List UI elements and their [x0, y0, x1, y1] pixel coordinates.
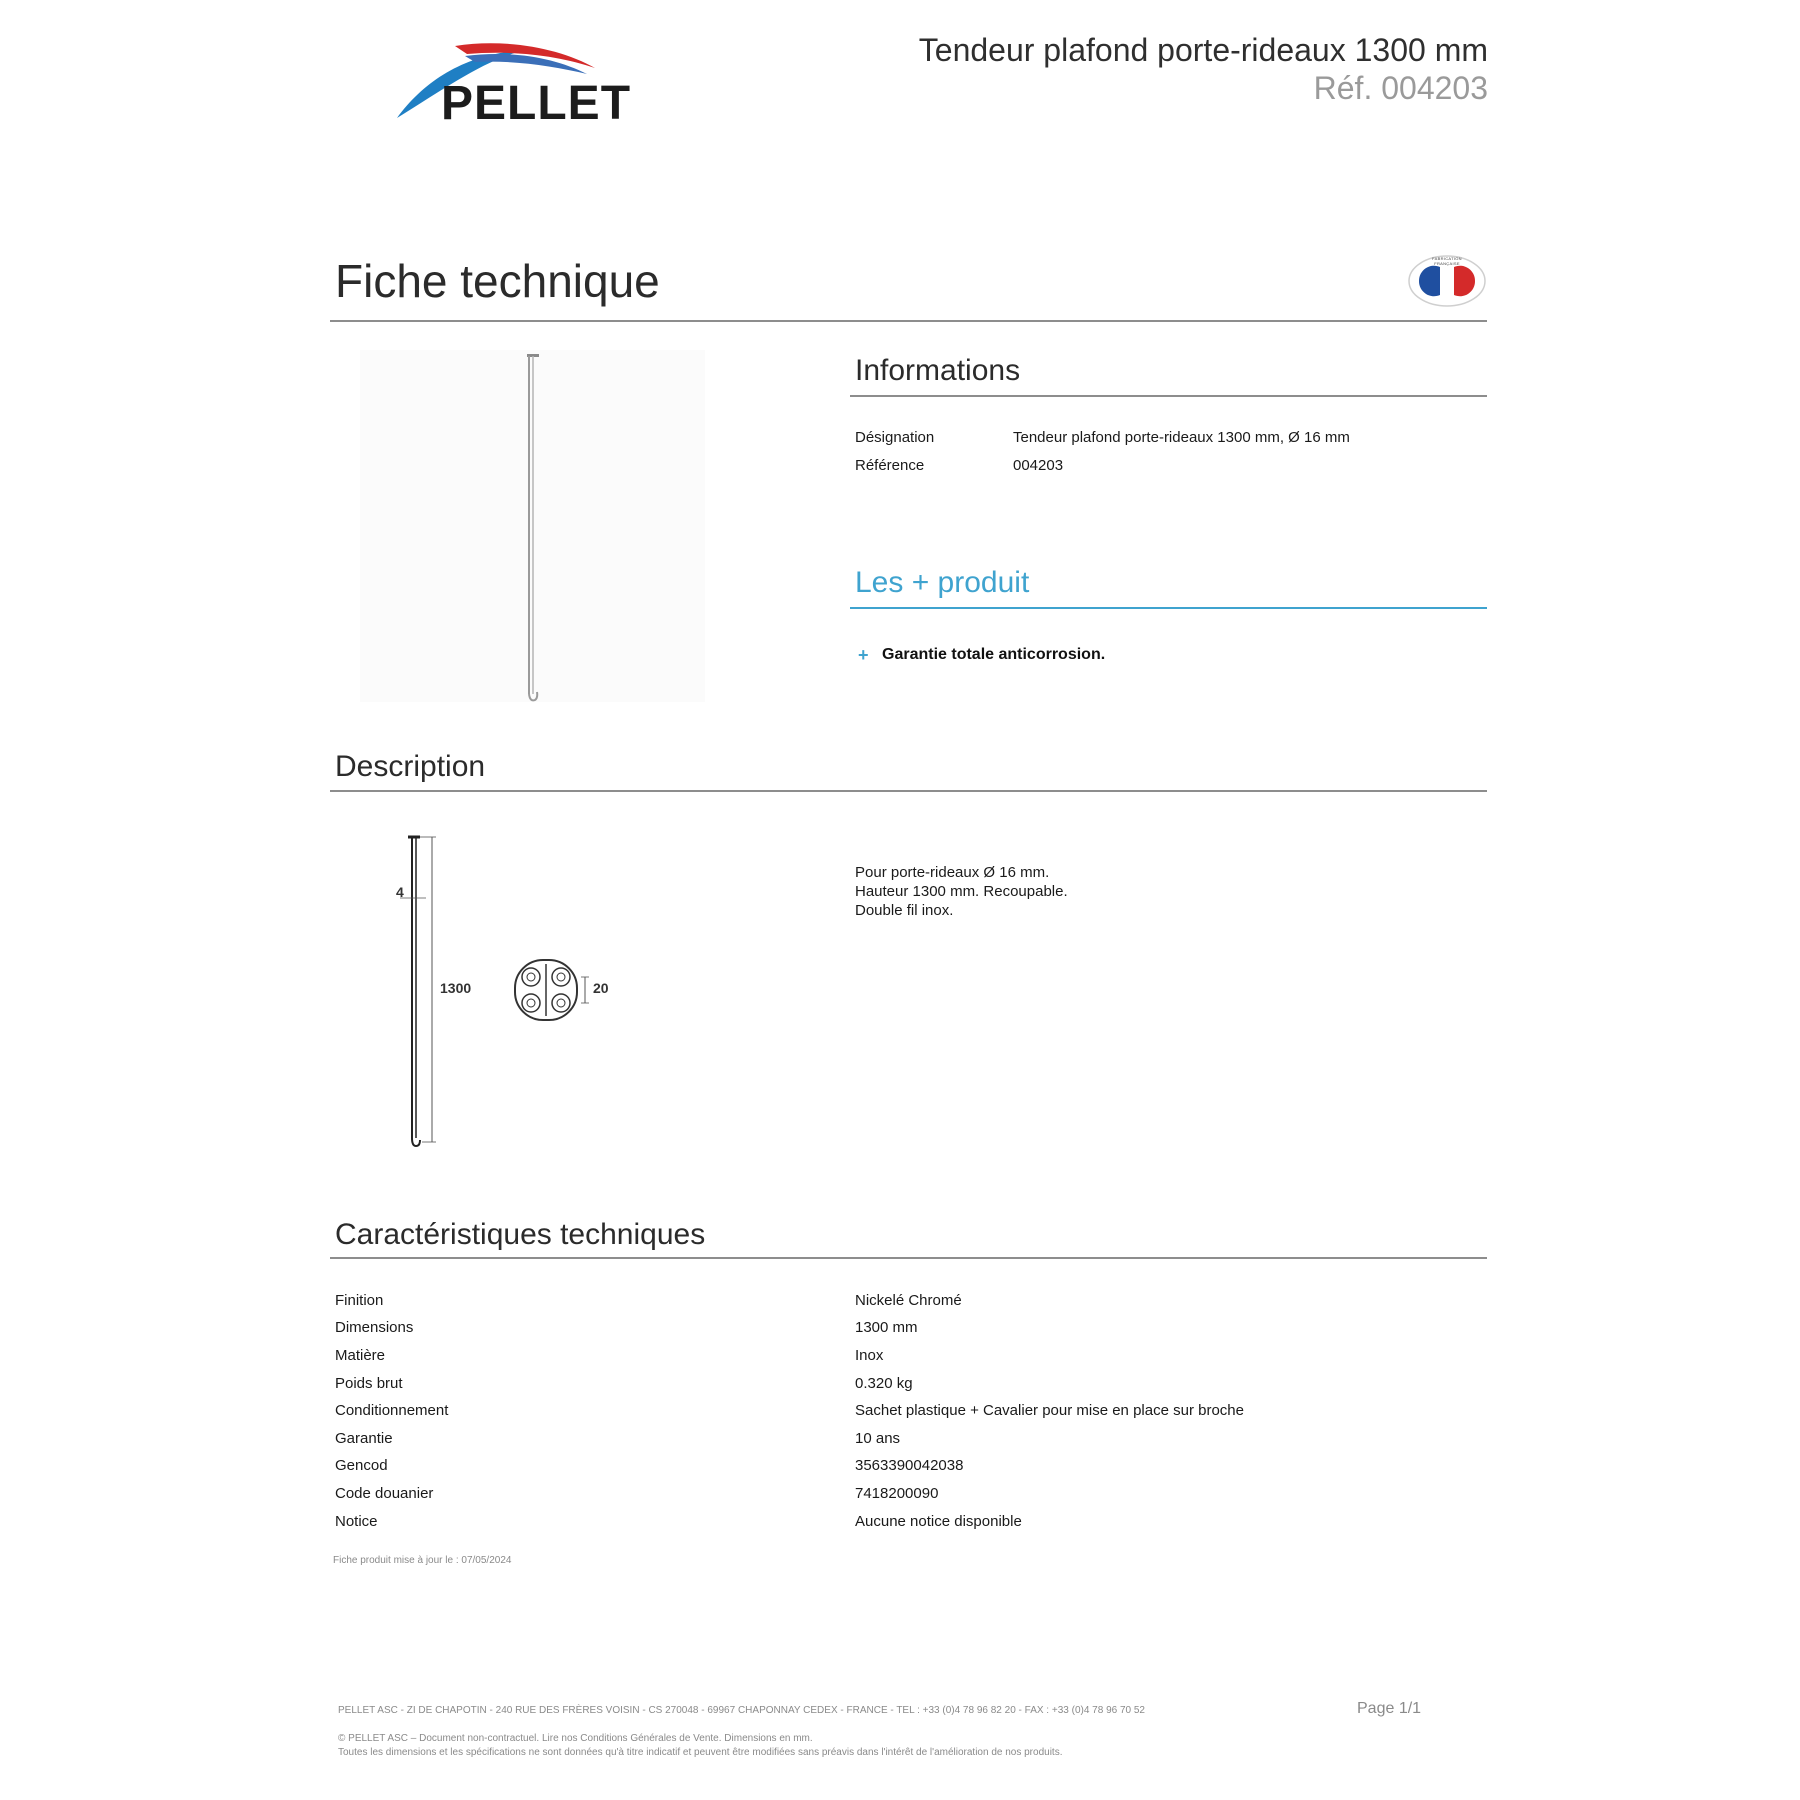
spec-label: Dimensions [335, 1319, 414, 1336]
badge-text: FABRICATION FRANÇAISE [1432, 256, 1462, 266]
description-rule [330, 790, 1487, 792]
plus-item: Garantie totale anticorrosion. [882, 646, 1106, 663]
plus-produit-title: Les + produit [855, 566, 1030, 599]
spec-value: Nickelé Chromé [855, 1292, 962, 1309]
spec-value: Sachet plastique + Cavalier pour mise en place sur broche [855, 1402, 1244, 1419]
caracteristiques-rule [330, 1257, 1487, 1259]
spec-label: Gencod [335, 1457, 388, 1474]
pellet-logo [395, 40, 635, 130]
brand-name: PELLET [441, 77, 632, 130]
spec-value: 0.320 kg [855, 1375, 913, 1392]
spec-label: Poids brut [335, 1375, 403, 1392]
product-photo [360, 350, 705, 702]
footer-address: PELLET ASC - ZI DE CHAPOTIN - 240 RUE DES FRÈRES VOISIN - CS 270048 - 69967 CHAPONNAY CEDEX - FRANCE - TEL : +33 (0)4 78 96 82 20 - FAX : +33 (0)4 78 96 70 52 [338, 1705, 1145, 1716]
header-ref: Réf. 004203 [1313, 70, 1488, 106]
fabrication-francaise-badge-icon [1407, 254, 1487, 308]
spec-value: 3563390042038 [855, 1457, 964, 1474]
spec-label: Conditionnement [335, 1402, 449, 1419]
caracteristiques-title: Caractéristiques techniques [335, 1218, 706, 1251]
spec-value: 10 ans [855, 1430, 901, 1447]
informations-rule [850, 395, 1487, 397]
spec-value: 1300 mm [855, 1319, 918, 1336]
info-label: Référence [855, 457, 925, 474]
info-label: Désignation [855, 429, 935, 446]
spec-label: Finition [335, 1292, 384, 1309]
description-line: Pour porte-rideaux Ø 16 mm. [855, 864, 1050, 881]
description-line: Double fil inox. [855, 902, 954, 919]
spec-value: 7418200090 [855, 1485, 939, 1502]
plus-produit-rule [850, 607, 1487, 609]
header-title: Tendeur plafond porte-rideaux 1300 mm [918, 32, 1488, 68]
page-title: Fiche technique [335, 255, 660, 307]
description-title: Description [335, 750, 486, 783]
informations-title: Informations [855, 354, 1021, 387]
spec-label: Garantie [335, 1430, 393, 1447]
dim-small-label: 4 [396, 884, 404, 900]
spec-label: Code douanier [335, 1485, 434, 1502]
dim-width-label: 20 [593, 980, 609, 996]
footer-legal-1: © PELLET ASC – Document non-contractuel. Lire nos Conditions Générales de Vente. Dimensions en mm. [338, 1733, 813, 1744]
dim-height-label: 1300 [440, 980, 472, 996]
info-value: 004203 [1013, 457, 1064, 474]
fiche-rule [330, 320, 1487, 322]
spec-value: Aucune notice disponible [855, 1513, 1022, 1530]
info-value: Tendeur plafond porte-rideaux 1300 mm, Ø 16 mm [1013, 429, 1350, 446]
plus-icon: + [858, 645, 869, 665]
description-line: Hauteur 1300 mm. Recoupable. [855, 883, 1068, 900]
footer-legal-2: Toutes les dimensions et les spécifications ne sont données qu'à titre indicatif et peuvent être modifiées sans préavis dans l'intérêt de l'amélioration de nos produits. [338, 1747, 1063, 1758]
page-number: Page 1/1 [1357, 1700, 1422, 1717]
technical-drawing [380, 820, 640, 1150]
spec-value: Inox [855, 1347, 884, 1364]
spec-label: Notice [335, 1513, 378, 1530]
update-date: Fiche produit mise à jour le : 07/05/2024 [333, 1555, 512, 1566]
spec-label: Matière [335, 1347, 386, 1364]
